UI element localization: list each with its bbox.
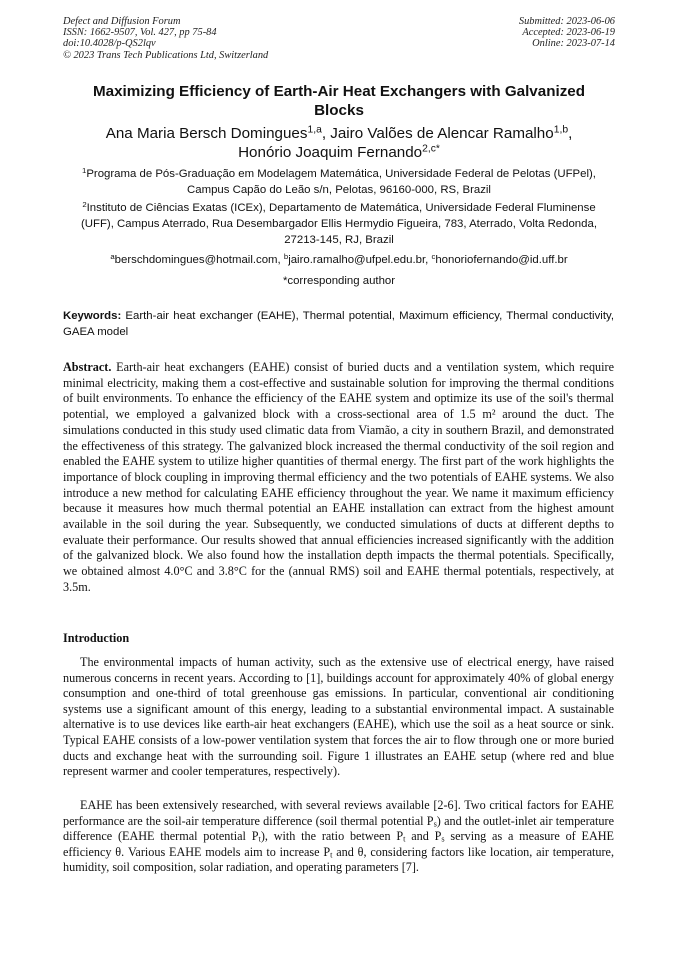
keywords-label: Keywords: — [63, 310, 122, 322]
abstract-label: Abstract. — [63, 360, 112, 374]
affiliation-2: $^2$Instituto de Ciências Exatas (ICEx), Departamento de Matemática, Universidade Federal Fluminense (UFF), Campus Aterrado, Rua Desembargador Ellis Hermydio Figueira, 783, Aterrado, Volta Redonda, 27213-145, RJ, Brazil — [81, 199, 597, 246]
section-heading-introduction: Introduction — [63, 631, 130, 645]
email-link[interactable]: berschdomingues@hotmail.com, — [114, 254, 284, 266]
abstract — [63, 360, 614, 596]
author-list: Ana Maria Bersch Domingues$^{1,a}$, Jairo Valões de Alencar Ramalho$^{1,b}$, Honório Joaquim Fernando$^{2,c*}$ — [105, 124, 573, 161]
intro-paragraph-2: EAHE has been extensively researched, with several reviews available [2-6]. Two critical factors for EAHE performance are the soil-air temperature difference (soil thermal potential $P_s$) and the outlet-inlet air temperature difference (EAHE thermal potential $P_t$), with the ratio between $P_t$ and $P_s$ serving as a measure of EAHE efficiency θ. Various EAHE models aim to increase $P_t$ and θ, considering factors like location, air temperature, humidity, soil composition, solar radiation, and operating parameters [7]. — [63, 798, 614, 875]
author-mark: 1,b — [553, 124, 569, 136]
author-mark: 2,c* — [422, 143, 440, 155]
author-name: Jairo Valões de Alencar Ramalho — [330, 125, 554, 142]
email-link[interactable]: jairo.ramalho@ufpel.edu.br, — [288, 254, 432, 266]
journal-issn: ISSN: 1662-9507, Vol. 427, pp 75-84 — [63, 27, 217, 39]
author-mark: 1,a — [307, 124, 322, 136]
journal-name: Defect and Diffusion Forum — [63, 16, 181, 27]
submitted-date: Submitted: 2023-06-06 — [518, 16, 615, 27]
intro-paragraph-1: The environmental impacts of human activity, such as the extensive use of electrical energy, have raised numerous concerns in recent years. According to [1], buildings account for approximately 40% of global energy consumption and one-third of total greenhouse gas emissions. In particular, conventional air conditioning systems use a significant amount of this energy, leading to a substantial environmental impact. A sustainable alternative is to use devices like earth-air heat exchangers (EAHE), which use the soil as a heat source or sink. Typical EAHE consists of a low-power ventilation system that forces the air to flow through one or more buried ducts and exchange heat with the surrounding soil. Figure 1 illustrates an EAHE setup (where red and blue represent warmer and cooler temperatures, respectively). — [63, 655, 614, 779]
paper-title: Maximizing Efficiency of Earth-Air Heat Exchangers with Galvanized Blocks — [92, 83, 586, 119]
affiliation-1: $^1$Programa de Pós-Graduação em Modelagem Matemática, Universidade Federal de Pelotas (UFPel), Campus Capão do Leão s/n, Pelotas, 96160-000, RS, Brazil — [82, 165, 596, 196]
keywords-text: Earth-air heat exchanger (EAHE), Thermal potential, Maximum efficiency, Thermal conductivity, GAEA model — [63, 310, 614, 338]
journal-info — [63, 16, 268, 61]
author-emails: $^a$berschdomingues@hotmail.com, $^b$jairo.ramalho@ufpel.edu.br, $^c$honoriofernando@id.uff.br — [110, 251, 568, 266]
abstract-text: Earth-air heat exchangers (EAHE) consist of buried ducts and a ventilation system, which require minimal electricity, making them a cost-effective and sustainable solution for improving the thermal conditions of built environments. To enhance the efficiency of the EAHE system and optimize its use of the soil's thermal potential, we employed a galvanized block with a cross-sectional area of 1.5 m² around the duct. The simulations conducted in this study used climatic data from Viamão, a city in southern Brazil, and demonstrated the effectiveness of this strategy. The galvanized block increased the thermal conductivity of the soil region and enabled the EAHE system to utilize higher quantities of thermal energy. The first part of the work highlights the importance of block coupling in improving thermal efficiency and the two potentials of EAHE systems. We also introduce a new method for calculating EAHE efficiency throughout the year. We name it maximum efficiency because it measures how much thermal potential an EAHE installation can extract from the highest amount available in the soil during the year. Subsequently, we conducted simulations of ducts at different depths to evaluate their performance. Our results showed that annual efficiencies increased significantly with the addition of the galvanized block. We also found how the installation depth impacts the thermal potentials. Specifically, we obtained almost 4.0°C and 3.8°C for the (annual RMS) soil and EAHE thermal potentials, respectively, at 3.5m. — [63, 360, 614, 594]
author-name: Ana Maria Bersch Domingues — [105, 125, 308, 142]
author-name: Honório Joaquim Fernando — [238, 144, 423, 161]
accepted-date: Accepted: 2023-06-19 — [522, 27, 615, 39]
email-link[interactable]: honoriofernando@id.uff.br — [435, 254, 568, 266]
submission-dates — [519, 16, 615, 50]
online-date: Online: 2023-07-14 — [532, 38, 615, 50]
corresponding-author-note: *corresponding author — [282, 275, 396, 287]
journal-copyright: © 2023 Trans Tech Publications Ltd, Switzerland — [63, 49, 269, 61]
keywords — [63, 309, 614, 341]
journal-doi[interactable]: doi:10.4028/p-QS2lqv — [63, 38, 156, 50]
